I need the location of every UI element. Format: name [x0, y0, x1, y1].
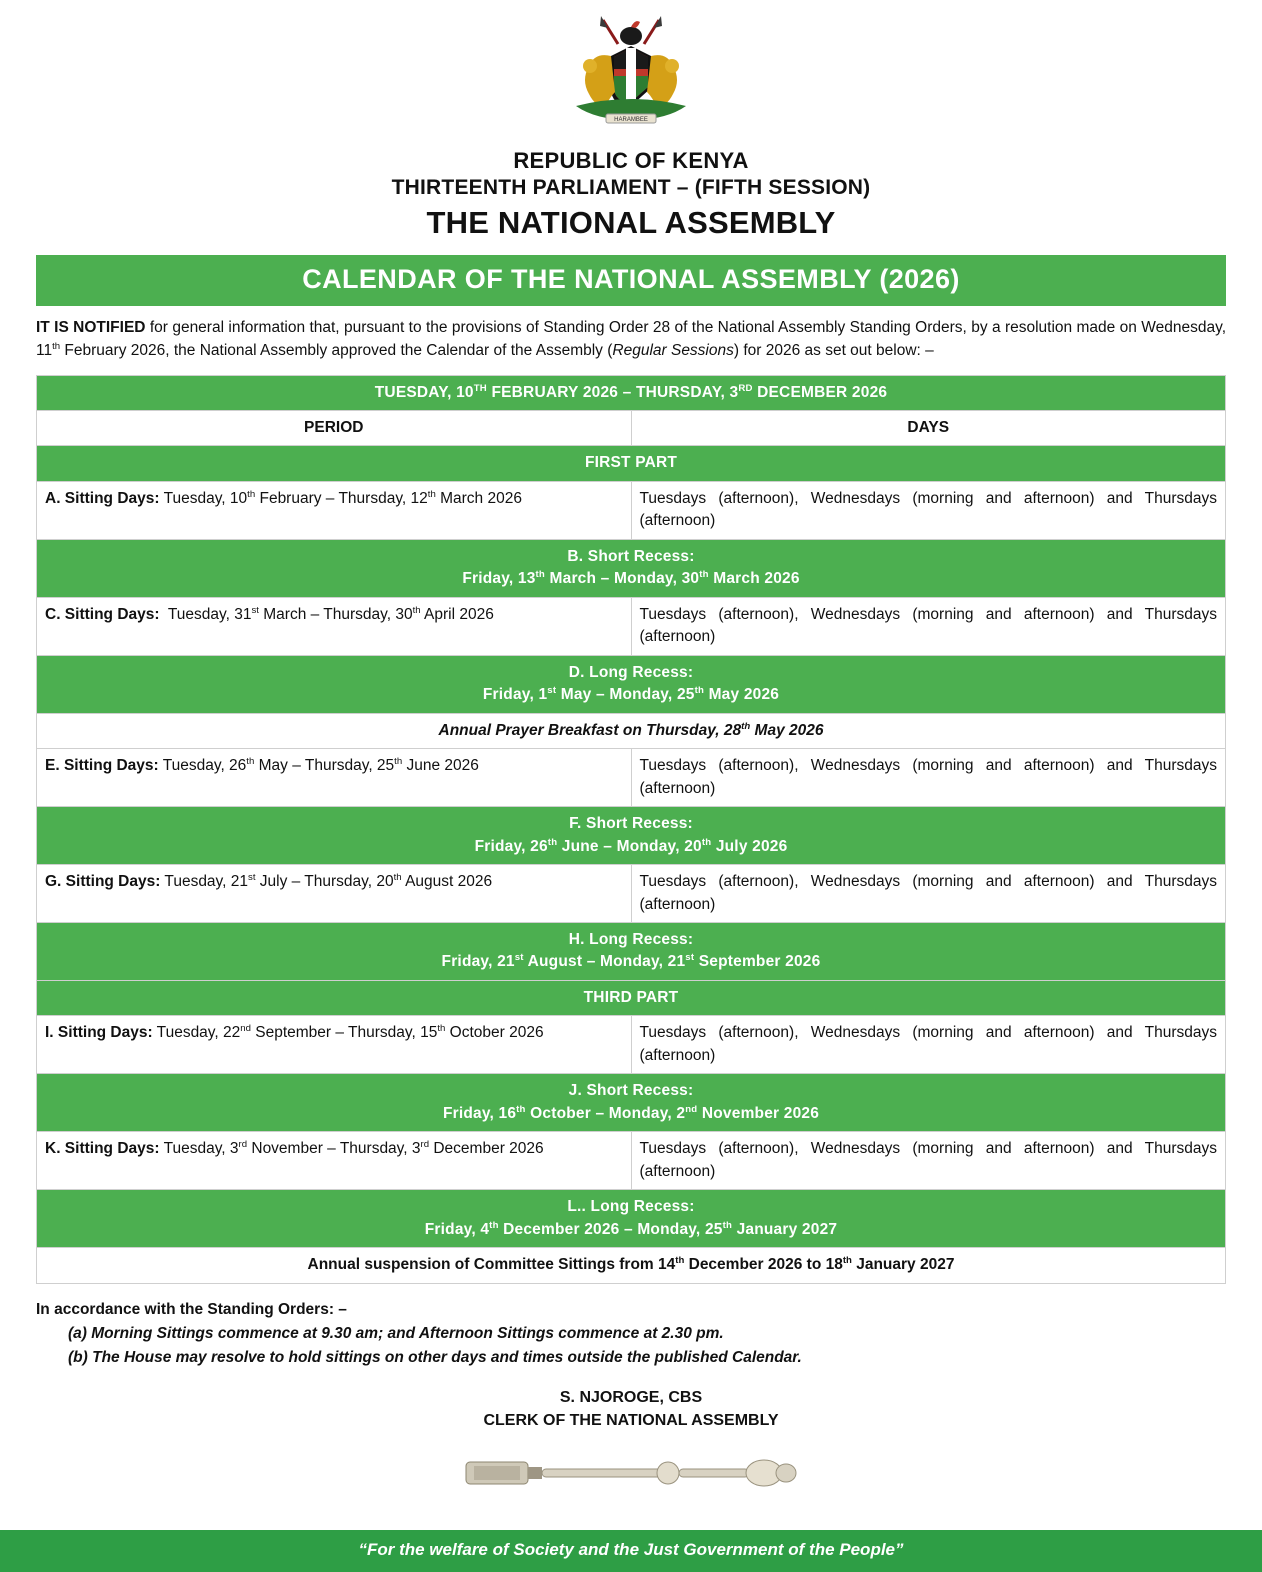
part-header-third: THIRD PART	[37, 980, 1226, 1015]
clerk-title: CLERK OF THE NATIONAL ASSEMBLY	[483, 1411, 779, 1429]
days-cell-c: Tuesdays (afternoon), Wednesdays (morning and afternoon) and Thursdays (afternoon)	[631, 597, 1226, 655]
table-row	[37, 980, 1226, 1015]
table-row	[37, 539, 1226, 597]
table-row	[37, 1248, 1226, 1283]
table-row	[37, 922, 1226, 980]
days-cell-k: Tuesdays (afternoon), Wednesdays (morning and afternoon) and Thursdays (afternoon)	[631, 1132, 1226, 1190]
table-row	[37, 1132, 1226, 1190]
standing-orders-notes	[36, 1298, 1226, 1370]
period-cell-i: I. Sitting Days: Tuesday, 22nd September – Thursday, 15th October 2026	[37, 1016, 632, 1074]
days-cell-g: Tuesdays (afternoon), Wednesdays (morning and afternoon) and Thursdays (afternoon)	[631, 865, 1226, 923]
recess-f: F. Short Recess: Friday, 26th June – Monday, 20th July 2026	[37, 807, 1226, 865]
table-row	[37, 749, 1226, 807]
recess-h: H. Long Recess: Friday, 21st August – Monday, 21st September 2026	[37, 922, 1226, 980]
table-row	[37, 411, 1226, 446]
note-a: (a) Morning Sittings commence at 9.30 am; and Afternoon Sittings commence at 2.30 pm.	[68, 1324, 724, 1342]
recess-d: D. Long Recess: Friday, 1st May – Monday, 25th May 2026	[37, 655, 1226, 713]
calendar-banner: CALENDAR OF THE NATIONAL ASSEMBLY (2026)	[36, 255, 1226, 306]
period-cell-g: G. Sitting Days: Tuesday, 21st July – Thursday, 20th August 2026	[37, 865, 632, 923]
table-row	[37, 446, 1226, 481]
calendar-table	[36, 375, 1226, 1284]
column-header-days: DAYS	[631, 411, 1226, 446]
parliamentary-mace-icon	[446, 1442, 816, 1498]
annual-prayer-breakfast-note: Annual Prayer Breakfast on Thursday, 28th May 2026	[37, 713, 1226, 748]
table-row	[37, 865, 1226, 923]
recess-j: J. Short Recess: Friday, 16th October – Monday, 2nd November 2026	[37, 1074, 1226, 1132]
signature-block	[0, 1386, 1262, 1432]
committee-suspension-note: Annual suspension of Committee Sittings from 14th December 2026 to 18th January 2027	[37, 1248, 1226, 1283]
notice-italic: Regular Sessions	[612, 342, 734, 360]
table-row	[37, 807, 1226, 865]
notice-sup-1: th	[52, 341, 61, 353]
period-cell-k: K. Sitting Days: Tuesday, 3rd November – Thursday, 3rd December 2026	[37, 1132, 632, 1190]
table-row	[37, 655, 1226, 713]
recess-b: B. Short Recess: Friday, 13th March – Monday, 30th March 2026	[37, 539, 1226, 597]
period-cell-a: A. Sitting Days: Tuesday, 10th February – Thursday, 12th March 2026	[37, 481, 632, 539]
table-row	[37, 713, 1226, 748]
period-cell-e: E. Sitting Days: Tuesday, 26th May – Thursday, 25th June 2026	[37, 749, 632, 807]
days-cell-a: Tuesdays (afternoon), Wednesdays (morning and afternoon) and Thursdays (afternoon)	[631, 481, 1226, 539]
recess-l: L.. Long Recess: Friday, 4th December 2026 – Monday, 25th January 2027	[37, 1190, 1226, 1248]
mace-container	[0, 1442, 1262, 1502]
table-row	[37, 1190, 1226, 1248]
note-b: (b) The House may resolve to hold sittings on other days and times outside the published Calendar.	[68, 1348, 802, 1366]
republic-title: REPUBLIC OF KENYA	[513, 148, 749, 173]
svg-text:HARAMBEE: HARAMBEE	[614, 117, 648, 123]
table-row	[37, 1016, 1226, 1074]
table-row	[37, 597, 1226, 655]
days-cell-i: Tuesdays (afternoon), Wednesdays (morning and afternoon) and Thursdays (afternoon)	[631, 1016, 1226, 1074]
parliament-session-title: THIRTEENTH PARLIAMENT – (FIFTH SESSION)	[391, 175, 871, 199]
notice-body-2: February 2026, the National Assembly approved the Calendar of the Assembly (	[60, 342, 613, 360]
part-header-first: FIRST PART	[37, 446, 1226, 481]
footer-divider	[0, 1519, 1262, 1524]
kenya-coat-of-arms-icon	[556, 14, 706, 136]
session-range-header: TUESDAY, 10TH FEBRUARY 2026 – THURSDAY, 3RD DECEMBER 2026	[37, 375, 1226, 410]
assembly-title: THE NATIONAL ASSEMBLY	[426, 204, 836, 240]
notes-title: In accordance with the Standing Orders: –	[36, 1300, 347, 1318]
table-row	[37, 481, 1226, 539]
column-header-period: PERIOD	[37, 411, 632, 446]
clerk-name: S. NJOROGE, CBS	[559, 1388, 703, 1406]
days-cell-e: Tuesdays (afternoon), Wednesdays (morning and afternoon) and Thursdays (afternoon)	[631, 749, 1226, 807]
notice-paragraph	[36, 316, 1226, 363]
notice-body-1: for general information that, pursuant to the provisions of Standing Order 28 of the National Assembly Standing Orders, by a resolution made on Wednesday, 11	[36, 319, 1226, 360]
footer-motto: “For the welfare of Society and the Just Government of the People”	[0, 1530, 1262, 1572]
document-heading	[0, 147, 1262, 243]
coat-of-arms-container	[0, 0, 1262, 141]
table-row	[37, 375, 1226, 410]
notice-body-3: ) for 2026 as set out below: –	[733, 342, 934, 360]
period-cell-c: C. Sitting Days: Tuesday, 31st March – Thursday, 30th April 2026	[37, 597, 632, 655]
notice-lead: IT IS NOTIFIED	[36, 319, 146, 337]
table-row	[37, 1074, 1226, 1132]
